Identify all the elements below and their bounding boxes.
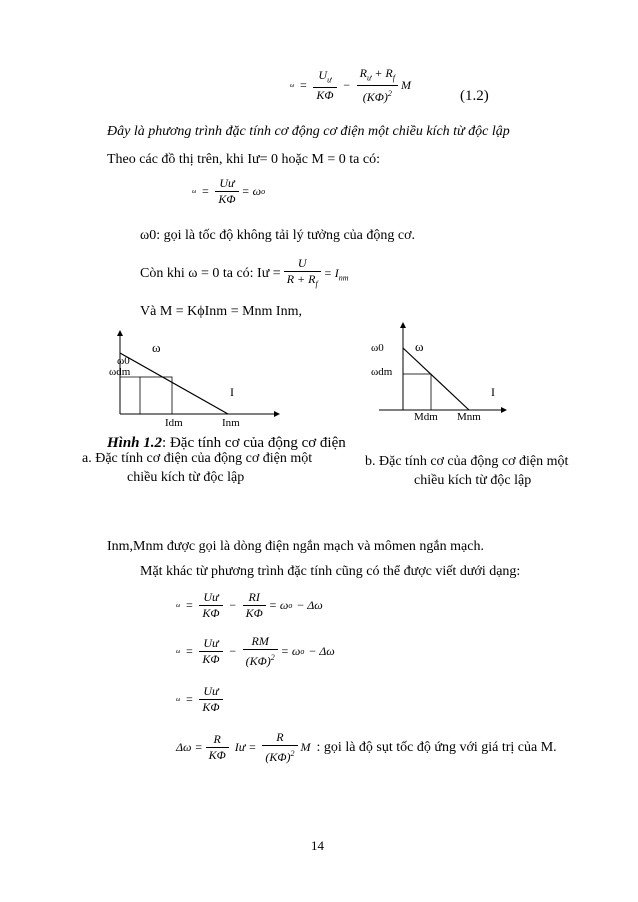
- paragraph-5: Và M = KϕInm = Mnm Inm,: [140, 304, 302, 319]
- paragraph-3: ω0: gọi là tốc độ không tải lý tưởng của động cơ.: [140, 228, 416, 243]
- y-axis-label: ω: [415, 339, 424, 354]
- paragraph-1: Đây là phương trình đặc tính cơ động cơ điện một chiều kích từ độc lập: [107, 124, 510, 139]
- y-axis-label: ω: [152, 340, 161, 355]
- equation-a: ω = $\frac{Uư}{K\Phi}$ − $\frac{RI}{K\Phi}$ = ω o − Δω: [176, 590, 323, 620]
- w0-label: ω0: [371, 342, 384, 354]
- graph-a: [100, 328, 290, 430]
- y-axis-arrow: [400, 322, 406, 328]
- paragraph-6: Inm,Mnm được gọi là dòng điện ngắn mạch và mômen ngắn mạch.: [107, 539, 484, 554]
- paragraph-4: Còn khi ω = 0 ta có: Iư = $\frac{U}{R + R_f}$ = $I_{nm}$: [140, 256, 349, 289]
- inm-label: Inm: [222, 417, 240, 429]
- graph-b: [365, 320, 515, 430]
- wdm-label: ωdm: [109, 366, 131, 378]
- equation-d: Δω = $\frac{R}{K\Phi}$ Iư = $\frac{R}{(K\Phi)^2}$ M : gọi là độ sụt tốc độ ứng với giá trị của M.: [176, 730, 557, 764]
- caption-b-line1: b. Đặc tính cơ của động cơ điện một: [365, 454, 569, 469]
- fraction: $\frac{U_ư}{K\Phi}$: [313, 68, 336, 103]
- paragraph-2: Theo các đồ thị trên, khi Iư= 0 hoặc M = 0 ta có:: [107, 152, 380, 167]
- operating-point-box: [403, 374, 431, 410]
- caption-a-line1: a. Đặc tính cơ điện của động cơ điện một: [82, 451, 313, 466]
- paragraph-7: Mặt khác từ phương trình đặc tính cũng có thể được viết dưới dạng:: [140, 564, 521, 579]
- wdm-label: ωdm: [371, 366, 393, 378]
- w0-label: ω0: [117, 355, 130, 367]
- mdm-label: Mdm: [414, 411, 438, 423]
- equation-c: ω = $\frac{Uư}{K\Phi}$: [176, 684, 226, 715]
- x-axis-label: I: [491, 385, 495, 399]
- figure-caption: Hình 1.2: Đặc tính cơ của động cơ điện: [107, 435, 346, 451]
- x-axis-arrow: [274, 411, 280, 417]
- characteristic-line: [120, 353, 228, 414]
- equation-omega-zero: ω = $\frac{Uư}{K\Phi}$ = ω o: [192, 176, 266, 206]
- mnm-label: Mnm: [457, 411, 481, 423]
- caption-a-line2: chiều kích từ độc lập: [127, 470, 245, 485]
- page-number: 14: [311, 838, 324, 853]
- operating-point-box: [140, 377, 172, 414]
- idm-label: Idm: [165, 417, 183, 429]
- equation-1-2: ω = $\frac{U_ư}{K\Phi}$ − $\frac{R_ư + R_f}{(K\Phi)^2}$ M: [290, 66, 411, 105]
- fraction: $\frac{R_ư + R_f}{(K\Phi)^2}$: [357, 66, 398, 105]
- caption-b-line2: chiều kích từ độc lập: [414, 473, 532, 488]
- characteristic-line: [403, 348, 469, 410]
- x-axis-arrow: [501, 407, 507, 413]
- equation-number: (1.2): [460, 88, 489, 104]
- x-axis-label: I: [230, 385, 234, 399]
- equation-b: ω = $\frac{Uư}{K\Phi}$ − $\frac{RM}{(K\Phi)^2}$ = ω o − Δω: [176, 634, 335, 668]
- y-axis-arrow: [117, 330, 123, 336]
